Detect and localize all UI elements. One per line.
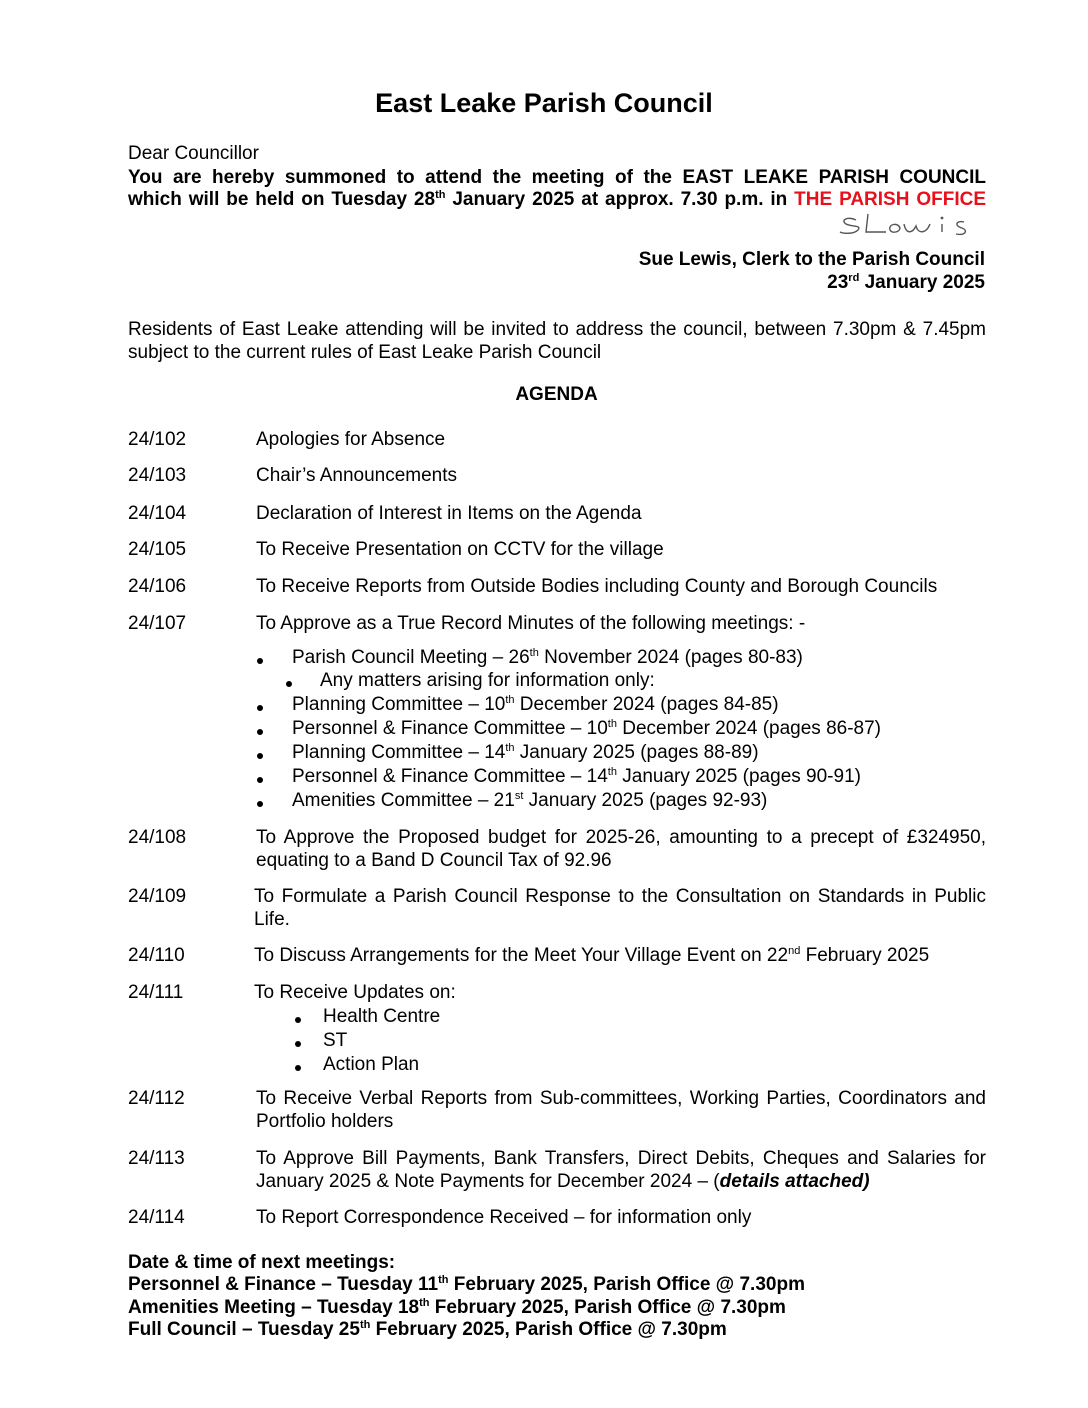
clerk-signature	[838, 208, 984, 238]
bullet-icon	[257, 729, 263, 735]
update-item: ST	[323, 1030, 348, 1051]
bullet-icon	[257, 801, 263, 807]
minutes-subitem: Any matters arising for information only:	[320, 670, 655, 691]
agenda-item-number: 24/114	[128, 1207, 185, 1228]
agenda-item-text-continued: Life.	[254, 909, 290, 930]
bullet-icon	[295, 1017, 301, 1023]
agenda-item-text: To Receive Updates on:	[254, 982, 456, 1003]
minutes-item: Planning Committee – 14th January 2025 (pages 88-89)	[292, 742, 759, 763]
minutes-item: Parish Council Meeting – 26th November 2024 (pages 80-83)	[292, 647, 803, 668]
agenda-item-number: 24/102	[128, 429, 187, 450]
agenda-item-number: 24/106	[128, 576, 187, 597]
document-title: East Leake Parish Council	[375, 88, 713, 118]
bullet-icon	[257, 777, 263, 783]
agenda-item-text: Declaration of Interest in Items on the Agenda	[256, 503, 642, 524]
next-meeting-item: Personnel & Finance – Tuesday 11th February 2025, Parish Office @ 7.30pm	[128, 1274, 805, 1295]
agenda-item-text: To Receive Reports from Outside Bodies including County and Borough Councils	[256, 576, 938, 597]
agenda-item-number: 24/108	[128, 827, 187, 848]
agenda-item-text: To Approve as a True Record Minutes of the following meetings: -	[256, 613, 806, 634]
agenda-item-number: 24/111	[128, 982, 184, 1003]
minutes-item: Personnel & Finance Committee – 10th December 2024 (pages 86-87)	[292, 718, 882, 739]
agenda-item-text: To Receive Verbal Reports from Sub-committees, Working Parties, Coordinators and	[256, 1088, 986, 1109]
update-item: Action Plan	[323, 1054, 420, 1075]
bullet-icon	[286, 681, 292, 687]
salutation: Dear Councillor	[128, 143, 259, 164]
agenda-item-text: To Report Correspondence Received – for information only	[256, 1207, 752, 1228]
agenda-item-number: 24/105	[128, 539, 187, 560]
agenda-item-number: 24/104	[128, 503, 187, 524]
agenda-item-number: 24/107	[128, 613, 187, 634]
clerk-name: Sue Lewis, Clerk to the Parish Council	[638, 249, 985, 270]
next-meeting-item: Full Council – Tuesday 25th February 2025, Parish Office @ 7.30pm	[128, 1319, 727, 1340]
next-meetings-heading: Date & time of next meetings:	[128, 1252, 396, 1273]
agenda-item-number: 24/112	[128, 1088, 185, 1109]
agenda-heading: AGENDA	[515, 384, 598, 405]
agenda-item-number: 24/109	[128, 886, 187, 907]
agenda-item-text: To Formulate a Parish Council Response to the Consultation on Standards in Public	[254, 886, 986, 907]
meeting-venue: THE PARISH OFFICE	[794, 189, 986, 210]
update-item: Health Centre	[323, 1006, 441, 1027]
minutes-item: Personnel & Finance Committee – 14th January 2025 (pages 90-91)	[292, 766, 861, 787]
agenda-item-number: 24/103	[128, 465, 187, 486]
summons-line-2: which will be held on Tuesday 28th January 2025 at approx. 7.30 p.m. in THE PARISH OFFICE	[128, 189, 986, 210]
agenda-item-text: To Receive Presentation on CCTV for the village	[256, 539, 664, 560]
bullet-icon	[257, 658, 263, 664]
minutes-item: Amenities Committee – 21st January 2025 (pages 92-93)	[292, 790, 768, 811]
agenda-item-number: 24/110	[128, 945, 185, 966]
residents-notice-line-2: subject to the current rules of East Leake Parish Council	[128, 342, 602, 363]
bullet-icon	[257, 753, 263, 759]
bullet-icon	[257, 705, 263, 711]
agenda-item-number: 24/113	[128, 1148, 185, 1169]
summons-line-1: You are hereby summoned to attend the meeting of the EAST LEAKE PARISH COUNCIL	[128, 167, 986, 188]
details-attached-note: details attached)	[719, 1171, 870, 1192]
bullet-icon	[295, 1041, 301, 1047]
agenda-item-text: To Approve Bill Payments, Bank Transfers, Direct Debits, Cheques and Salaries for	[256, 1148, 986, 1169]
agenda-item-text: Apologies for Absence	[256, 429, 446, 450]
bullet-icon	[295, 1065, 301, 1071]
minutes-item: Planning Committee – 10th December 2024 (pages 84-85)	[292, 694, 779, 715]
agenda-item-text-continued: Portfolio holders	[256, 1111, 394, 1132]
next-meeting-item: Amenities Meeting – Tuesday 18th February 2025, Parish Office @ 7.30pm	[128, 1297, 786, 1318]
agenda-item-text: To Discuss Arrangements for the Meet Your Village Event on 22nd February 2025	[254, 945, 930, 966]
agenda-item-text: Chair’s Announcements	[256, 465, 458, 486]
agenda-item-text-continued: January 2025 & Note Payments for December 2024 – (details attached)	[256, 1171, 870, 1192]
agenda-item-text-continued: equating to a Band D Council Tax of 92.96	[256, 850, 612, 871]
agenda-item-text: To Approve the Proposed budget for 2025-26, amounting to a precept of £324950,	[256, 827, 986, 848]
notice-date: 23rd January 2025	[827, 272, 985, 293]
residents-notice-line-1: Residents of East Leake attending will be invited to address the council, between 7.30pm & 7.45pm	[128, 319, 986, 340]
